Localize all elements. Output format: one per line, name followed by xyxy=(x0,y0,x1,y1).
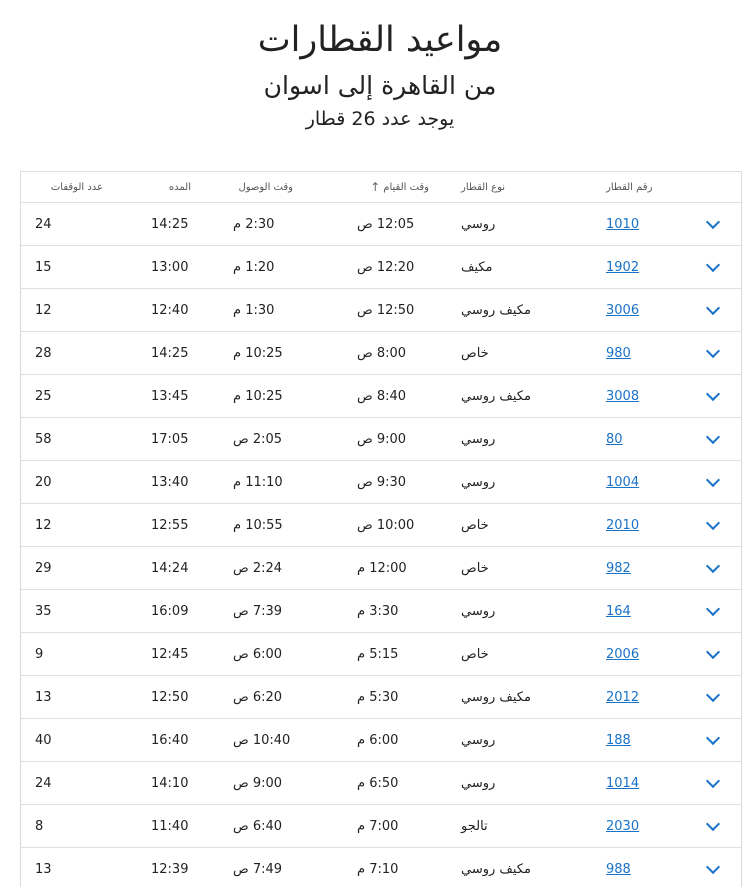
departure-cell: 12:20 ص xyxy=(357,259,415,275)
train-type-cell: تالجو xyxy=(461,818,488,834)
table-body xyxy=(21,203,741,887)
departure-cell: 6:00 م xyxy=(357,732,399,748)
duration-cell: 13:40 xyxy=(151,474,189,490)
stops-cell: 20 xyxy=(35,474,52,490)
train-number-cell xyxy=(606,504,658,546)
departure-cell: 8:40 ص xyxy=(357,388,407,404)
chevron-down-icon[interactable] xyxy=(706,515,720,529)
train-type-cell: روسي xyxy=(461,732,496,748)
train-number-cell xyxy=(606,332,658,374)
train-number-link[interactable]: 2010 xyxy=(606,517,640,533)
stops-cell: 8 xyxy=(35,818,44,834)
train-number-cell xyxy=(606,719,658,761)
table-row[interactable] xyxy=(21,461,741,504)
train-number-link[interactable]: 188 xyxy=(606,732,631,748)
stops-cell: 12 xyxy=(35,302,52,318)
train-type-cell: روسي xyxy=(461,603,496,619)
train-number-cell xyxy=(606,375,658,417)
stops-cell: 9 xyxy=(35,646,44,662)
table-row[interactable] xyxy=(21,504,741,547)
train-number-cell xyxy=(606,676,658,718)
train-number-cell xyxy=(606,461,658,503)
expand-button[interactable] xyxy=(698,633,728,675)
train-number-cell xyxy=(606,289,658,331)
departure-cell: 7:10 م xyxy=(357,861,399,877)
arrival-cell: 10:25 م xyxy=(233,388,283,404)
table-row[interactable] xyxy=(21,289,741,332)
arrival-cell: 1:30 م xyxy=(233,302,275,318)
page-title: مواعيد القطارات xyxy=(257,20,503,60)
header-departure[interactable] xyxy=(357,172,429,202)
train-number-link[interactable]: 1010 xyxy=(606,216,640,232)
train-number-link[interactable]: 2030 xyxy=(606,818,640,834)
expand-button[interactable] xyxy=(698,719,728,761)
arrival-cell: 10:40 ص xyxy=(233,732,291,748)
arrival-cell: 10:25 م xyxy=(233,345,283,361)
stops-cell: 12 xyxy=(35,517,52,533)
route-subtitle: من القاهرة إلى اسوان xyxy=(263,71,497,100)
arrival-cell: 9:00 ص xyxy=(233,775,283,791)
expand-button[interactable] xyxy=(698,676,728,718)
train-number-cell xyxy=(606,762,658,804)
chevron-down-icon[interactable] xyxy=(706,558,720,572)
table-row[interactable] xyxy=(21,633,741,676)
train-type-cell: روسي xyxy=(461,474,496,490)
train-number-link[interactable]: 3006 xyxy=(606,302,640,318)
departure-cell: 6:50 م xyxy=(357,775,399,791)
schedule-table xyxy=(20,171,742,887)
table-row[interactable] xyxy=(21,590,741,633)
table-row[interactable] xyxy=(21,848,741,887)
chevron-down-icon[interactable] xyxy=(706,386,720,400)
train-number-cell xyxy=(606,590,658,632)
stops-cell: 13 xyxy=(35,689,52,705)
expand-button[interactable] xyxy=(698,848,728,887)
chevron-down-icon[interactable] xyxy=(706,730,720,744)
duration-cell: 14:25 xyxy=(151,345,189,361)
train-number-link[interactable]: 1014 xyxy=(606,775,640,791)
departure-cell: 9:00 ص xyxy=(357,431,407,447)
table-row[interactable] xyxy=(21,676,741,719)
train-type-cell: خاص xyxy=(461,560,489,576)
train-number-link[interactable]: 980 xyxy=(606,345,631,361)
duration-cell: 12:40 xyxy=(151,302,189,318)
chevron-down-icon[interactable] xyxy=(706,859,720,873)
arrival-cell: 6:20 ص xyxy=(233,689,283,705)
train-type-cell: مكيف روسي xyxy=(461,689,531,705)
stops-cell: 25 xyxy=(35,388,52,404)
stops-cell: 58 xyxy=(35,431,52,447)
table-header xyxy=(21,172,741,203)
train-number-link[interactable]: 80 xyxy=(606,431,623,447)
table-row[interactable] xyxy=(21,246,741,289)
duration-cell: 13:45 xyxy=(151,388,189,404)
train-type-cell: روسي xyxy=(461,775,496,791)
train-type-cell: مكيف روسي xyxy=(461,861,531,877)
arrival-cell: 6:40 ص xyxy=(233,818,283,834)
train-number-cell xyxy=(606,418,658,460)
arrival-cell: 1:20 م xyxy=(233,259,275,275)
train-number-link[interactable]: 3008 xyxy=(606,388,640,404)
header-duration[interactable]: المده xyxy=(168,181,191,193)
expand-button[interactable] xyxy=(698,805,728,847)
expand-button[interactable] xyxy=(698,762,728,804)
train-number-link[interactable]: 1004 xyxy=(606,474,640,490)
header-departure-label: وقت القيام xyxy=(383,181,429,193)
departure-cell: 5:30 م xyxy=(357,689,399,705)
duration-cell: 12:39 xyxy=(151,861,189,877)
header-train-number[interactable]: رقم القطار xyxy=(606,181,653,193)
departure-cell: 5:15 م xyxy=(357,646,399,662)
table-row[interactable] xyxy=(21,332,741,375)
train-number-link[interactable]: 2012 xyxy=(606,689,640,705)
stops-cell: 28 xyxy=(35,345,52,361)
train-type-cell: خاص xyxy=(461,646,489,662)
table-row[interactable] xyxy=(21,547,741,590)
duration-cell: 16:40 xyxy=(151,732,189,748)
duration-cell: 13:00 xyxy=(151,259,189,275)
train-number-cell xyxy=(606,203,658,245)
chevron-down-icon[interactable] xyxy=(706,343,720,357)
expand-button[interactable] xyxy=(698,289,728,331)
chevron-down-icon[interactable] xyxy=(706,429,720,443)
train-type-cell: روسي xyxy=(461,431,496,447)
train-number-cell xyxy=(606,633,658,675)
arrival-cell: 11:10 م xyxy=(233,474,283,490)
header-train-type[interactable]: نوع القطار xyxy=(461,181,506,193)
departure-cell: 10:00 ص xyxy=(357,517,415,533)
expand-button[interactable] xyxy=(698,332,728,374)
expand-button[interactable] xyxy=(698,461,728,503)
departure-cell: 12:00 م xyxy=(357,560,407,576)
train-type-cell: مكيف روسي xyxy=(461,302,531,318)
expand-button[interactable] xyxy=(698,504,728,546)
train-number-link[interactable]: 2006 xyxy=(606,646,640,662)
stops-cell: 40 xyxy=(35,732,52,748)
arrow-up-icon: ↑ xyxy=(370,180,381,194)
arrival-cell: 2:24 ص xyxy=(233,560,283,576)
stops-cell: 35 xyxy=(35,603,52,619)
departure-cell: 9:30 ص xyxy=(357,474,407,490)
train-type-cell: مكيف روسي xyxy=(461,388,531,404)
table-row[interactable] xyxy=(21,203,741,246)
departure-cell: 12:05 ص xyxy=(357,216,415,232)
duration-cell: 12:55 xyxy=(151,517,189,533)
duration-cell: 16:09 xyxy=(151,603,189,619)
duration-cell: 12:50 xyxy=(151,689,189,705)
departure-cell: 12:50 ص xyxy=(357,302,415,318)
stops-cell: 29 xyxy=(35,560,52,576)
stops-cell: 13 xyxy=(35,861,52,877)
table-row[interactable] xyxy=(21,762,741,805)
arrival-cell: 6:00 ص xyxy=(233,646,283,662)
train-number-cell xyxy=(606,547,658,589)
chevron-down-icon[interactable] xyxy=(706,300,720,314)
duration-cell: 12:45 xyxy=(151,646,189,662)
train-number-cell xyxy=(606,246,658,288)
train-type-cell: روسي xyxy=(461,216,496,232)
header-stops[interactable]: عدد الوقفات xyxy=(50,181,103,193)
stops-cell: 24 xyxy=(35,775,52,791)
arrival-cell: 7:39 ص xyxy=(233,603,283,619)
arrival-cell: 2:05 ص xyxy=(233,431,283,447)
stops-cell: 24 xyxy=(35,216,52,232)
duration-cell: 17:05 xyxy=(151,431,189,447)
train-type-cell: مكيف xyxy=(461,259,493,275)
chevron-down-icon[interactable] xyxy=(706,687,720,701)
chevron-down-icon[interactable] xyxy=(706,773,720,787)
expand-button[interactable] xyxy=(698,547,728,589)
arrival-cell: 7:49 ص xyxy=(233,861,283,877)
expand-button[interactable] xyxy=(698,375,728,417)
chevron-down-icon[interactable] xyxy=(706,257,720,271)
expand-button[interactable] xyxy=(698,418,728,460)
departure-cell: 3:30 م xyxy=(357,603,399,619)
train-number-link[interactable]: 1902 xyxy=(606,259,640,275)
departure-cell: 7:00 م xyxy=(357,818,399,834)
table-row[interactable] xyxy=(21,719,741,762)
train-number-link[interactable]: 164 xyxy=(606,603,631,619)
expand-button[interactable] xyxy=(698,246,728,288)
train-number-cell xyxy=(606,848,658,887)
expand-button[interactable] xyxy=(698,203,728,245)
arrival-cell: 2:30 م xyxy=(233,216,275,232)
arrival-cell: 10:55 م xyxy=(233,517,283,533)
chevron-down-icon[interactable] xyxy=(706,644,720,658)
train-count: يوجد عدد 26 قطار xyxy=(305,108,455,130)
table-row[interactable] xyxy=(21,418,741,461)
duration-cell: 14:25 xyxy=(151,216,189,232)
departure-cell: 8:00 ص xyxy=(357,345,407,361)
chevron-down-icon[interactable] xyxy=(706,214,720,228)
train-number-cell xyxy=(606,805,658,847)
stops-cell: 15 xyxy=(35,259,52,275)
table-row[interactable] xyxy=(21,805,741,848)
duration-cell: 11:40 xyxy=(151,818,189,834)
train-number-link[interactable]: 982 xyxy=(606,560,631,576)
train-number-link[interactable]: 988 xyxy=(606,861,631,877)
duration-cell: 14:10 xyxy=(151,775,189,791)
table-row[interactable] xyxy=(21,375,741,418)
duration-cell: 14:24 xyxy=(151,560,189,576)
header-arrival[interactable]: وقت الوصول xyxy=(238,181,293,193)
train-type-cell: خاص xyxy=(461,345,489,361)
train-type-cell: خاص xyxy=(461,517,489,533)
chevron-down-icon[interactable] xyxy=(706,816,720,830)
chevron-down-icon[interactable] xyxy=(706,601,720,615)
chevron-down-icon[interactable] xyxy=(706,472,720,486)
expand-button[interactable] xyxy=(698,590,728,632)
